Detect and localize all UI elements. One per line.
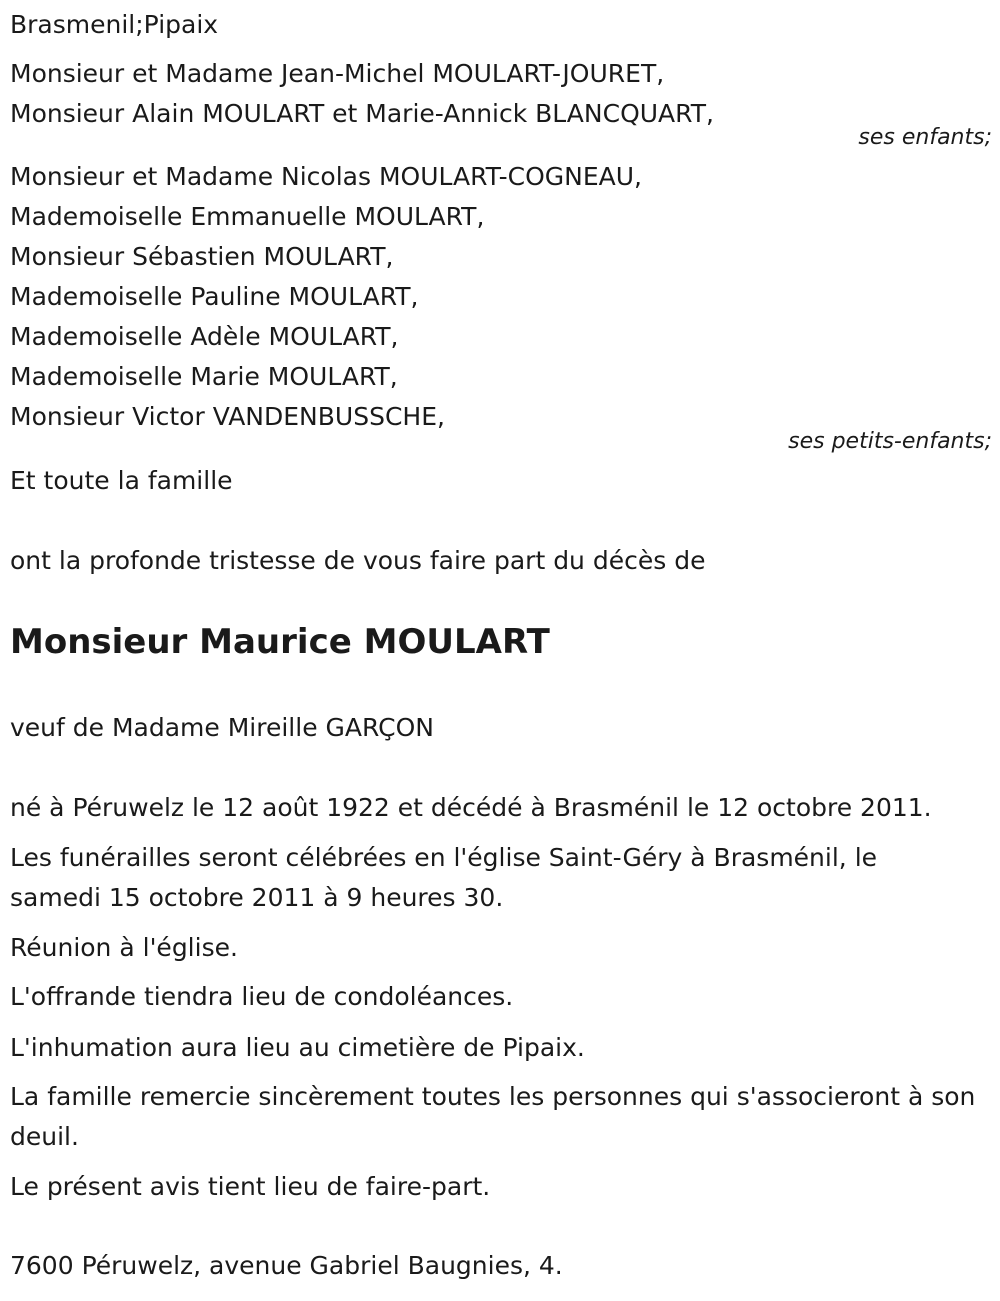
children-label: ses enfants; bbox=[858, 125, 992, 150]
child-name: Monsieur et Madame Jean-Michel MOULART-JOURET, bbox=[10, 59, 665, 88]
announcement-text: ont la profonde tristesse de vous faire part du décès de bbox=[10, 546, 706, 575]
notice-text: Le présent avis tient lieu de faire-part. bbox=[10, 1172, 491, 1201]
birth-death-text: né à Péruwelz le 12 août 1922 et décédé à Brasménil le 12 octobre 2011. bbox=[10, 793, 932, 822]
funeral-text: Les funérailles seront célébrées en l'église Saint-Géry à Brasménil, le samedi 15 octobre 2011 à 9 heures 30. bbox=[10, 843, 878, 912]
burial-text: L'inhumation aura lieu au cimetière de Pipaix. bbox=[10, 1033, 585, 1062]
grandchild-name: Mademoiselle Pauline MOULART, bbox=[10, 282, 419, 311]
grandchild-name: Monsieur Victor VANDENBUSSCHE, bbox=[10, 402, 445, 431]
grandchildren-list bbox=[10, 157, 992, 437]
thanks-text: La famille remercie sincèrement toutes les personnes qui s'associeront à son deuil. bbox=[10, 1082, 976, 1151]
grandchild-name: Mademoiselle Adèle MOULART, bbox=[10, 322, 399, 351]
offering-text: L'offrande tiendra lieu de condoléances. bbox=[10, 982, 514, 1011]
children-list bbox=[10, 54, 992, 134]
grandchild-name: Mademoiselle Emmanuelle MOULART, bbox=[10, 202, 485, 231]
widow-of-text: veuf de Madame Mireille GARÇON bbox=[10, 713, 434, 742]
grandchild-name: Monsieur Sébastien MOULART, bbox=[10, 242, 394, 271]
grandchild-name: Mademoiselle Marie MOULART, bbox=[10, 362, 398, 391]
child-name: Monsieur Alain MOULART et Marie-Annick BLANCQUART, bbox=[10, 99, 714, 128]
meeting-text: Réunion à l'église. bbox=[10, 933, 238, 962]
locality-header: Brasmenil;Pipaix bbox=[10, 10, 219, 39]
grandchild-name: Monsieur et Madame Nicolas MOULART-COGNEAU, bbox=[10, 162, 642, 191]
address-text: 7600 Péruwelz, avenue Gabriel Baugnies, 4. bbox=[10, 1251, 563, 1280]
grandchildren-label: ses petits-enfants; bbox=[788, 429, 992, 454]
deceased-name: Monsieur Maurice MOULART bbox=[10, 622, 550, 662]
family-line: Et toute la famille bbox=[10, 466, 233, 495]
